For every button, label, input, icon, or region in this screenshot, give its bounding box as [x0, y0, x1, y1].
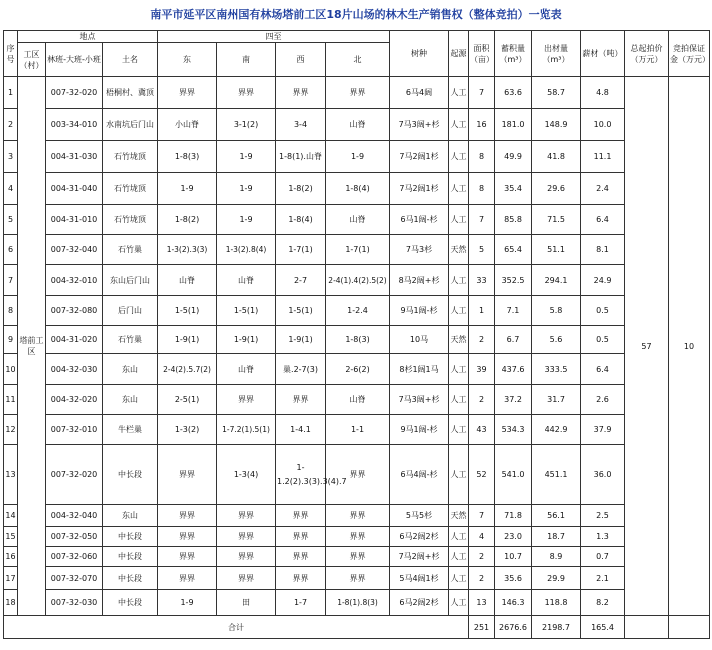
- row-stock: 146.3: [495, 590, 532, 616]
- row-lot: 007-32-080: [46, 296, 103, 326]
- row-area: 13: [469, 590, 495, 616]
- row-lot: 007-32-020: [46, 77, 103, 109]
- row-output: 29.9: [532, 567, 581, 590]
- row-south: 田: [217, 590, 276, 616]
- row-area: 2: [469, 547, 495, 567]
- row-place: 石竹垅顶: [103, 173, 158, 205]
- row-south: 界界: [217, 527, 276, 547]
- row-fuel: 37.9: [581, 415, 625, 445]
- row-origin: 人工: [449, 205, 469, 235]
- row-lot: 004-32-010: [46, 265, 103, 296]
- row-east: 山脊: [158, 265, 217, 296]
- row-stock: 437.6: [495, 354, 532, 385]
- row-place: 梧桐村、冀顶: [103, 77, 158, 109]
- row-origin: 人工: [449, 141, 469, 173]
- row-fuel: 6.4: [581, 205, 625, 235]
- row-origin: 人工: [449, 265, 469, 296]
- row-lot: 007-32-070: [46, 567, 103, 590]
- row-east: 2-5(1): [158, 385, 217, 415]
- row-species: 6马1阔-杉: [390, 205, 449, 235]
- row-no: 11: [4, 385, 18, 415]
- row-output: 294.1: [532, 265, 581, 296]
- row-fuel: 6.4: [581, 354, 625, 385]
- row-stock: 49.9: [495, 141, 532, 173]
- row-south: 1-9: [217, 173, 276, 205]
- row-north: 2-4(1).4(2).5(2): [326, 265, 390, 296]
- row-stock: 65.4: [495, 235, 532, 265]
- row-lot: 007-32-050: [46, 527, 103, 547]
- row-south: 1-9: [217, 205, 276, 235]
- row-west: 界界: [276, 385, 326, 415]
- header-west: 西: [276, 43, 326, 77]
- row-area: 16: [469, 109, 495, 141]
- table-title: 南平市延平区南州国有林场塔前工区18片山场的林木生产销售权（整体竞拍）一览表: [150, 8, 562, 21]
- row-area: 2: [469, 567, 495, 590]
- row-place: 东山后门山: [103, 265, 158, 296]
- row-area: 7: [469, 77, 495, 109]
- row-species: 6马4阔-杉: [390, 445, 449, 505]
- row-output: 5.8: [532, 296, 581, 326]
- row-fuel: 1.3: [581, 527, 625, 547]
- header-start-price: 总起拍价（万元）: [625, 31, 669, 77]
- row-east: 界界: [158, 527, 217, 547]
- row-east: 界界: [158, 567, 217, 590]
- row-output: 29.6: [532, 173, 581, 205]
- row-place: 石竹巢: [103, 235, 158, 265]
- row-no: 4: [4, 173, 18, 205]
- row-lot: 003-34-010: [46, 109, 103, 141]
- row-no: 16: [4, 547, 18, 567]
- row-species: 9马1阔-杉: [390, 415, 449, 445]
- row-west: 1-8(1).山脊: [276, 141, 326, 173]
- row-species: 5马4阔1杉: [390, 567, 449, 590]
- row-place: 石竹垅顶: [103, 141, 158, 173]
- row-lot: 007-32-060: [46, 547, 103, 567]
- row-area: 8: [469, 141, 495, 173]
- row-west: 2-7: [276, 265, 326, 296]
- row-origin: 人工: [449, 415, 469, 445]
- row-origin: 人工: [449, 173, 469, 205]
- row-place: 石竹垅顶: [103, 205, 158, 235]
- row-west: 1-5(1): [276, 296, 326, 326]
- row-area: 43: [469, 415, 495, 445]
- row-south: 界界: [217, 505, 276, 527]
- work-area-cell: 塔前工区: [18, 77, 46, 616]
- row-no: 14: [4, 505, 18, 527]
- header-work-area: 工区（村）: [18, 43, 46, 77]
- row-fuel: 11.1: [581, 141, 625, 173]
- row-output: 71.5: [532, 205, 581, 235]
- row-output: 56.1: [532, 505, 581, 527]
- header-boundary: 四至: [158, 31, 390, 43]
- row-no: 3: [4, 141, 18, 173]
- row-area: 7: [469, 205, 495, 235]
- row-species: 7马3杉: [390, 235, 449, 265]
- row-stock: 63.6: [495, 77, 532, 109]
- auction-table: [3, 30, 710, 639]
- row-lot: 004-32-030: [46, 354, 103, 385]
- row-place: 中长段: [103, 445, 158, 505]
- row-south: 山脊: [217, 265, 276, 296]
- row-lot: 007-32-020: [46, 445, 103, 505]
- row-species: 6马2阔2杉: [390, 527, 449, 547]
- row-fuel: 36.0: [581, 445, 625, 505]
- row-no: 9: [4, 326, 18, 354]
- row-place: 石竹巢: [103, 326, 158, 354]
- row-north: 1-8(3): [326, 326, 390, 354]
- row-area: 4: [469, 527, 495, 547]
- row-no: 12: [4, 415, 18, 445]
- row-fuel: 2.6: [581, 385, 625, 415]
- row-stock: 71.8: [495, 505, 532, 527]
- row-west: 界界: [276, 505, 326, 527]
- row-output: 58.7: [532, 77, 581, 109]
- row-no: 17: [4, 567, 18, 590]
- row-no: 10: [4, 354, 18, 385]
- row-fuel: 0.5: [581, 326, 625, 354]
- row-origin: 天然: [449, 235, 469, 265]
- row-species: 5马5杉: [390, 505, 449, 527]
- row-species: 7马3阔+杉: [390, 385, 449, 415]
- row-west: 界界: [276, 547, 326, 567]
- row-species: 9马1阔-杉: [390, 296, 449, 326]
- row-north: 2-6(2): [326, 354, 390, 385]
- row-output: 41.8: [532, 141, 581, 173]
- row-output: 31.7: [532, 385, 581, 415]
- row-origin: 人工: [449, 445, 469, 505]
- row-origin: 人工: [449, 385, 469, 415]
- row-fuel: 2.4: [581, 173, 625, 205]
- row-west: 1-7: [276, 590, 326, 616]
- row-east: 1-3(2).3(3): [158, 235, 217, 265]
- row-no: 1: [4, 77, 18, 109]
- row-east: 2-4(2).5.7(2): [158, 354, 217, 385]
- row-east: 1-5(1): [158, 296, 217, 326]
- row-south: 界界: [217, 547, 276, 567]
- header-output: 出材量（m³）: [532, 31, 581, 77]
- row-lot: 007-32-010: [46, 415, 103, 445]
- row-west: 界界: [276, 567, 326, 590]
- row-south: 3-1(2): [217, 109, 276, 141]
- row-south: 1-3(4): [217, 445, 276, 505]
- row-west: 1-8(4): [276, 205, 326, 235]
- header-lot: 林班-大班-小班: [46, 43, 103, 77]
- row-no: 7: [4, 265, 18, 296]
- row-lot: 004-31-040: [46, 173, 103, 205]
- row-stock: 534.3: [495, 415, 532, 445]
- row-west: 界界: [276, 77, 326, 109]
- row-north: 界界: [326, 547, 390, 567]
- row-output: 51.1: [532, 235, 581, 265]
- row-species: 8杉1阔1马: [390, 354, 449, 385]
- row-place: 中长段: [103, 527, 158, 547]
- start-price-cell: 57: [625, 77, 669, 616]
- row-no: 6: [4, 235, 18, 265]
- total-label: 合计: [4, 616, 469, 639]
- row-place: 水南坑后门山: [103, 109, 158, 141]
- row-south: 1-9: [217, 141, 276, 173]
- row-west: 巢.2-7(3): [276, 354, 326, 385]
- row-area: 33: [469, 265, 495, 296]
- row-origin: 人工: [449, 296, 469, 326]
- total-fuel: 165.4: [581, 616, 625, 639]
- row-fuel: 0.7: [581, 547, 625, 567]
- row-origin: 人工: [449, 567, 469, 590]
- header-south: 南: [217, 43, 276, 77]
- row-east: 界界: [158, 505, 217, 527]
- row-origin: 人工: [449, 77, 469, 109]
- header-east: 东: [158, 43, 217, 77]
- row-lot: 004-31-020: [46, 326, 103, 354]
- row-area: 5: [469, 235, 495, 265]
- row-east: 1-9: [158, 173, 217, 205]
- row-fuel: 10.0: [581, 109, 625, 141]
- row-output: 148.9: [532, 109, 581, 141]
- row-west: 1-8(2): [276, 173, 326, 205]
- row-north: 1-8(4): [326, 173, 390, 205]
- row-no: 15: [4, 527, 18, 547]
- row-west: 1-9(1): [276, 326, 326, 354]
- row-east: 界界: [158, 77, 217, 109]
- row-area: 39: [469, 354, 495, 385]
- row-output: 8.9: [532, 547, 581, 567]
- row-place: 中长段: [103, 547, 158, 567]
- header-deposit: 竞拍保证金（万元）: [669, 31, 710, 77]
- row-no: 5: [4, 205, 18, 235]
- row-area: 1: [469, 296, 495, 326]
- row-no: 18: [4, 590, 18, 616]
- row-origin: 天然: [449, 505, 469, 527]
- row-stock: 35.6: [495, 567, 532, 590]
- row-area: 52: [469, 445, 495, 505]
- row-west: 1-7(1): [276, 235, 326, 265]
- row-stock: 6.7: [495, 326, 532, 354]
- total-area: 251: [469, 616, 495, 639]
- row-area: 2: [469, 326, 495, 354]
- row-place: 东山: [103, 505, 158, 527]
- header-stock: 蓄积量（m³）: [495, 31, 532, 77]
- row-stock: 7.1: [495, 296, 532, 326]
- row-north: 1-9: [326, 141, 390, 173]
- total-output: 2198.7: [532, 616, 581, 639]
- row-south: 1-7.2(1).5(1): [217, 415, 276, 445]
- row-stock: 85.8: [495, 205, 532, 235]
- row-place: 牛栏巢: [103, 415, 158, 445]
- total-empty-1: [625, 616, 669, 639]
- row-east: 界界: [158, 547, 217, 567]
- header-area: 面积（亩）: [469, 31, 495, 77]
- header-origin: 起源: [449, 31, 469, 77]
- row-output: 451.1: [532, 445, 581, 505]
- row-east: 小山脊: [158, 109, 217, 141]
- row-north: 界界: [326, 567, 390, 590]
- row-lot: 007-32-030: [46, 590, 103, 616]
- row-east: 界界: [158, 445, 217, 505]
- row-west: 界界: [276, 527, 326, 547]
- row-place: 东山: [103, 385, 158, 415]
- row-place: 后门山: [103, 296, 158, 326]
- row-output: 18.7: [532, 527, 581, 547]
- row-origin: 人工: [449, 354, 469, 385]
- row-north: 界界: [326, 77, 390, 109]
- row-south: 1-9(1): [217, 326, 276, 354]
- row-fuel: 2.1: [581, 567, 625, 590]
- row-lot: 004-31-030: [46, 141, 103, 173]
- row-species: 8马2阔+杉: [390, 265, 449, 296]
- row-north: 界界: [326, 445, 390, 505]
- row-output: 333.5: [532, 354, 581, 385]
- row-fuel: 8.1: [581, 235, 625, 265]
- row-stock: 37.2: [495, 385, 532, 415]
- row-south: 1-5(1): [217, 296, 276, 326]
- row-origin: 人工: [449, 547, 469, 567]
- row-origin: 人工: [449, 527, 469, 547]
- row-stock: 541.0: [495, 445, 532, 505]
- row-stock: 10.7: [495, 547, 532, 567]
- row-no: 8: [4, 296, 18, 326]
- row-no: 2: [4, 109, 18, 141]
- row-north: 1-8(1).8(3): [326, 590, 390, 616]
- total-stock: 2676.6: [495, 616, 532, 639]
- row-area: 8: [469, 173, 495, 205]
- row-species: 7马2阔1杉: [390, 173, 449, 205]
- row-area: 7: [469, 505, 495, 527]
- row-stock: 35.4: [495, 173, 532, 205]
- row-west: 3-4: [276, 109, 326, 141]
- row-north: 山脊: [326, 109, 390, 141]
- row-south: 山脊: [217, 354, 276, 385]
- row-north: 山脊: [326, 205, 390, 235]
- row-fuel: 8.2: [581, 590, 625, 616]
- row-stock: 352.5: [495, 265, 532, 296]
- row-south: 界界: [217, 77, 276, 109]
- row-north: 界界: [326, 505, 390, 527]
- row-lot: 004-32-040: [46, 505, 103, 527]
- row-place: 东山: [103, 354, 158, 385]
- row-species: 6马2阔2杉: [390, 590, 449, 616]
- header-location: 地点: [18, 31, 158, 43]
- row-north: 1-7(1): [326, 235, 390, 265]
- row-west: 1-4.1: [276, 415, 326, 445]
- row-output: 5.6: [532, 326, 581, 354]
- row-fuel: 24.9: [581, 265, 625, 296]
- header-fuel: 薪材（吨）: [581, 31, 625, 77]
- row-origin: 人工: [449, 590, 469, 616]
- row-stock: 23.0: [495, 527, 532, 547]
- header-no: 序号: [4, 31, 18, 77]
- row-south: 1-3(2).8(4): [217, 235, 276, 265]
- row-lot: 007-32-040: [46, 235, 103, 265]
- row-place: 中长段: [103, 567, 158, 590]
- row-east: 1-8(3): [158, 141, 217, 173]
- row-species: 7马2阔1杉: [390, 141, 449, 173]
- row-place: 中长段: [103, 590, 158, 616]
- row-north: 1-1: [326, 415, 390, 445]
- row-west: 1-1.2(2).3(3).3(4).7: [276, 445, 326, 505]
- row-origin: 天然: [449, 326, 469, 354]
- row-north: 界界: [326, 527, 390, 547]
- row-lot: 004-31-010: [46, 205, 103, 235]
- row-east: 1-9(1): [158, 326, 217, 354]
- row-fuel: 0.5: [581, 296, 625, 326]
- total-empty-2: [669, 616, 710, 639]
- row-species: 10马: [390, 326, 449, 354]
- row-species: 7马2阔+杉: [390, 547, 449, 567]
- row-east: 1-8(2): [158, 205, 217, 235]
- row-fuel: 2.5: [581, 505, 625, 527]
- row-east: 1-3(2): [158, 415, 217, 445]
- row-area: 2: [469, 385, 495, 415]
- row-stock: 181.0: [495, 109, 532, 141]
- row-output: 442.9: [532, 415, 581, 445]
- row-lot: 004-32-020: [46, 385, 103, 415]
- header-species: 树种: [390, 31, 449, 77]
- row-output: 118.8: [532, 590, 581, 616]
- row-south: 界界: [217, 385, 276, 415]
- row-south: 界界: [217, 567, 276, 590]
- row-fuel: 4.8: [581, 77, 625, 109]
- header-north: 北: [326, 43, 390, 77]
- deposit-cell: 10: [669, 77, 710, 616]
- row-north: 1-2.4: [326, 296, 390, 326]
- row-origin: 人工: [449, 109, 469, 141]
- row-species: 6马4阔: [390, 77, 449, 109]
- row-no: 13: [4, 445, 18, 505]
- row-species: 7马3阔+杉: [390, 109, 449, 141]
- row-east: 1-9: [158, 590, 217, 616]
- row-north: 山脊: [326, 385, 390, 415]
- header-place-name: 土名: [103, 43, 158, 77]
